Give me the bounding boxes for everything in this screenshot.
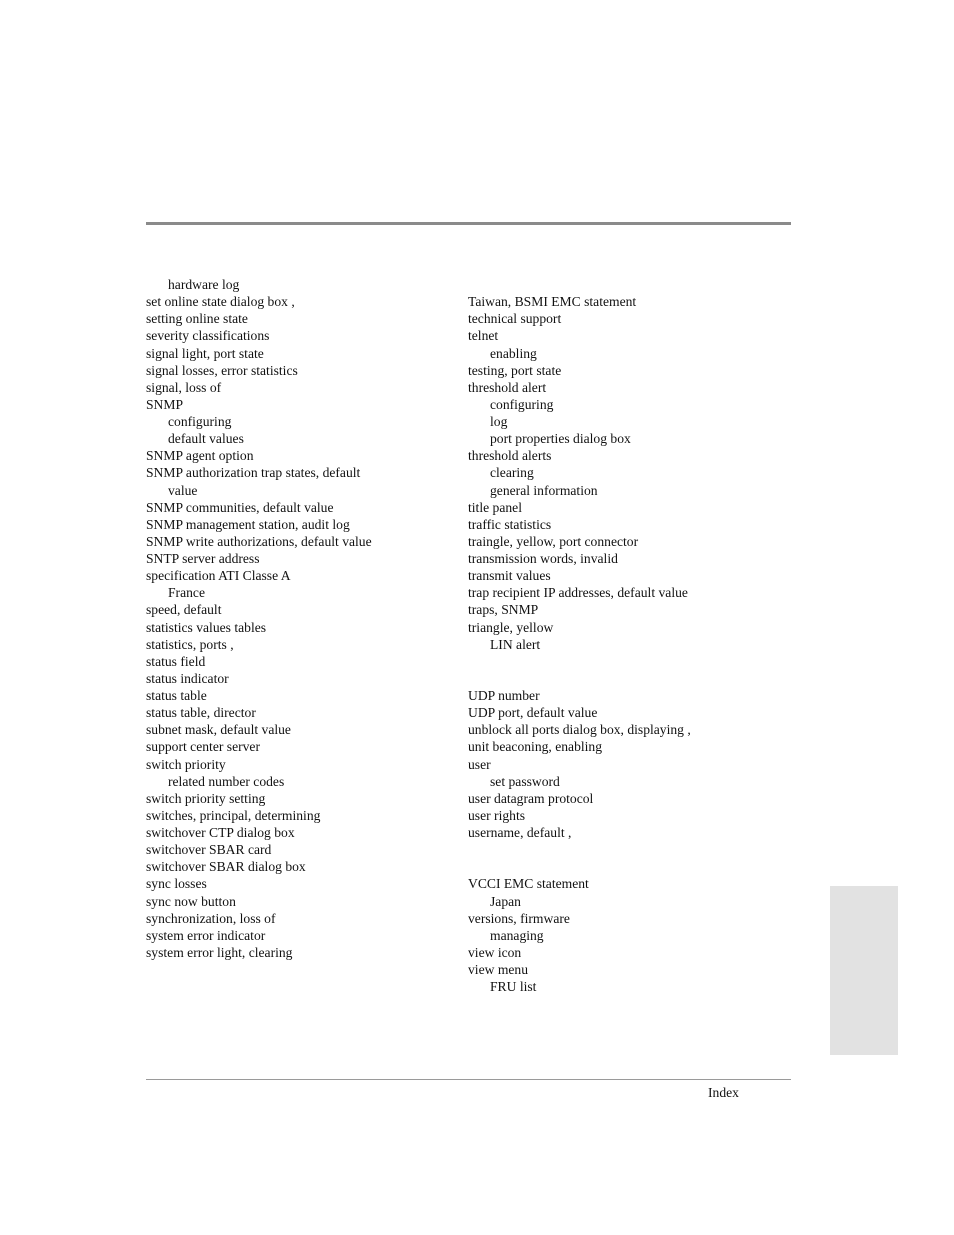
footer-section-label: Index	[708, 1085, 739, 1100]
index-entry: versions, firmware	[468, 910, 570, 926]
index-entry: trap recipient IP addresses, default value	[468, 585, 688, 601]
index-entry: SNMP management station, audit log	[146, 516, 350, 532]
index-subentry: port properties dialog box	[490, 431, 631, 447]
section-gap	[468, 653, 768, 670]
index-subentry: enabling	[490, 345, 537, 361]
index-entry: VCCI EMC statement	[468, 876, 589, 892]
index-entry: SNMP authorization trap states, default	[146, 465, 361, 481]
index-entry: statistics values tables	[146, 619, 267, 635]
index-column-right	[468, 276, 768, 995]
footer-rule	[146, 1079, 791, 1080]
index-entry: transmit values	[468, 568, 551, 584]
index-entry: status field	[146, 653, 206, 669]
index-entry: telnet	[468, 328, 499, 344]
index-entry: setting online state	[146, 311, 248, 327]
index-entry: username, default ,	[468, 825, 572, 840]
index-column-left	[146, 276, 446, 961]
index-entry: switchover CTP dialog box	[146, 825, 295, 840]
index-entry: system error light, clearing	[146, 944, 293, 960]
index-subentry: value	[168, 482, 198, 498]
index-entry: user datagram protocol	[468, 790, 594, 806]
index-subentry: configuring	[168, 414, 232, 429]
index-subentry: hardware log	[168, 277, 240, 292]
index-entry: threshold alert	[468, 379, 547, 395]
index-subentry: managing	[490, 927, 544, 943]
index-entry: switchover SBAR card	[146, 842, 272, 858]
index-entry: testing, port state	[468, 362, 562, 378]
index-entry: support center server	[146, 739, 260, 755]
index-entry: sync losses	[146, 876, 207, 892]
index-entry: UDP number	[468, 688, 540, 703]
index-entry: title panel	[468, 499, 522, 515]
index-subentry: France	[168, 585, 205, 601]
index-subentry: clearing	[490, 465, 534, 481]
index-entry: SNMP agent option	[146, 448, 254, 464]
index-entry: statistics, ports ,	[146, 636, 234, 652]
index-entry: subnet mask, default value	[146, 722, 291, 738]
index-entry: signal losses, error statistics	[146, 362, 298, 378]
index-entry: traffic statistics	[468, 516, 552, 532]
index-entry: switchover SBAR dialog box	[146, 859, 306, 875]
index-subentry: set password	[490, 773, 560, 789]
index-subentry: default values	[168, 431, 244, 447]
index-entry: switch priority setting	[146, 790, 266, 806]
index-entry: threshold alerts	[468, 448, 552, 464]
index-entry: signal, loss of	[146, 379, 222, 395]
index-entry: user rights	[468, 807, 526, 823]
index-subentry: general information	[490, 482, 598, 498]
index-entry: specification ATI Classe A	[146, 568, 291, 584]
index-entry: view menu	[468, 962, 529, 977]
index-entry: SNMP write authorizations, default value	[146, 533, 372, 549]
index-entry: unit beaconing, enabling	[468, 739, 603, 755]
section-gap	[468, 670, 768, 687]
index-entry: system error indicator	[146, 927, 266, 943]
index-entry: SNMP communities, default value	[146, 499, 334, 515]
index-entry: status table, director	[146, 705, 256, 721]
index-entry: transmission words, invalid	[468, 551, 618, 566]
index-subentry: related number codes	[168, 773, 285, 789]
section-gap	[468, 841, 768, 858]
header-rule	[146, 222, 791, 225]
index-entry: Taiwan, BSMI EMC statement	[468, 294, 637, 310]
index-entry: traingle, yellow, port connector	[468, 533, 639, 549]
index-subentry: configuring	[490, 396, 554, 412]
index-entry: SNMP	[146, 396, 184, 412]
index-entry: SNTP server address	[146, 551, 260, 566]
index-entry: signal light, port state	[146, 345, 264, 361]
index-entry: speed, default	[146, 602, 222, 618]
index-subentry: log	[490, 414, 508, 429]
index-entry: switches, principal, determining	[146, 807, 321, 823]
index-entry: UDP port, default value	[468, 705, 598, 721]
index-entry: sync now button	[146, 893, 236, 909]
index-subentry: LIN alert	[490, 636, 541, 652]
index-thumb-tab	[830, 886, 898, 1055]
index-subentry: Japan	[490, 893, 521, 909]
index-entry: set online state dialog box ,	[146, 294, 295, 310]
index-entry: status table	[146, 688, 207, 703]
index-entry: status indicator	[146, 670, 229, 686]
index-entry: triangle, yellow	[468, 619, 554, 635]
index-entry: synchronization, loss of	[146, 910, 276, 926]
index-entry: view icon	[468, 944, 522, 960]
section-gap	[468, 858, 768, 875]
index-entry: traps, SNMP	[468, 602, 539, 618]
index-entry: user	[468, 756, 491, 772]
index-subentry: FRU list	[490, 979, 537, 995]
section-gap	[468, 276, 768, 293]
index-entry: switch priority	[146, 756, 226, 772]
index-entry: severity classifications	[146, 328, 270, 344]
index-entry: unblock all ports dialog box, displaying ,	[468, 722, 691, 738]
index-entry: technical support	[468, 311, 562, 327]
